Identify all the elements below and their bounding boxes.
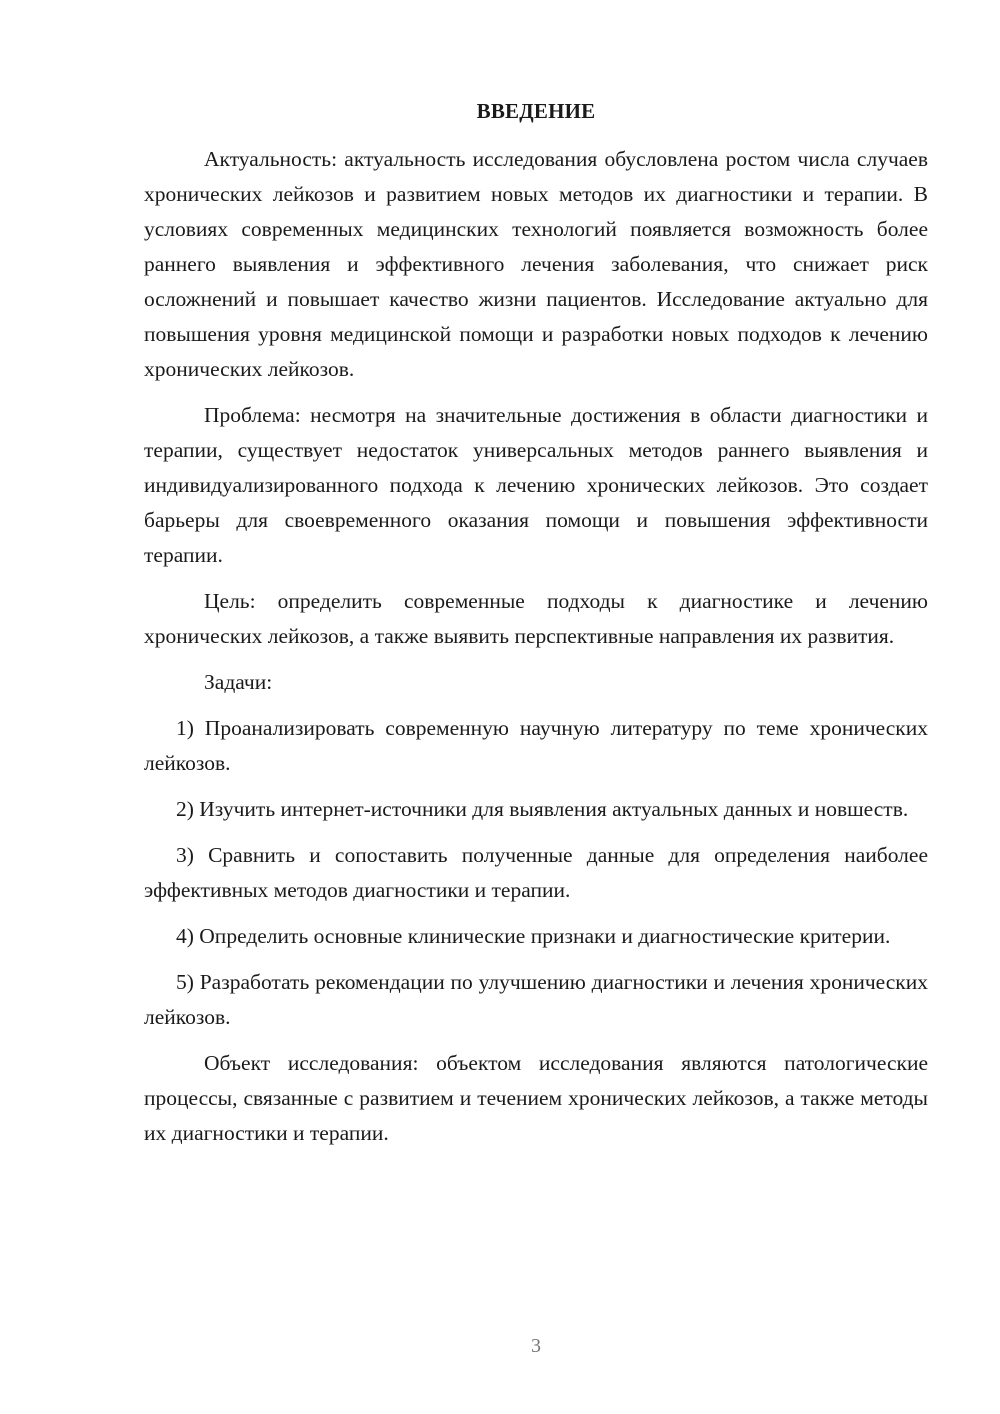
body-text: [144, 142, 928, 1162]
paragraph-relevance: Актуальность: актуальность исследования обусловлена ростом числа случаев хронических лейкозов и развитием новых методов их диагностики и терапии. В условиях современных медицинских технологий появляется возможность более раннего выявления и эффективного лечения заболевания, что снижает риск осложнений и повышает качество жизни пациентов. Исследование актуально для повышения уровня медицинской помощи и разработки новых подходов к лечению хронических лейкозов.: [144, 147, 928, 381]
task-item-5: 5) Разработать рекомендации по улучшению диагностики и лечения хронических лейкозов.: [144, 970, 928, 1029]
page-number: 3: [531, 1335, 541, 1357]
page-title: ВВЕДЕНИЕ: [476, 99, 596, 123]
paragraph-object: Объект исследования: объектом исследования являются патологические процессы, связанные с развитием и течением хронических лейкозов, а также методы их диагностики и терапии.: [144, 1051, 928, 1145]
paragraph-problem: Проблема: несмотря на значительные достижения в области диагностики и терапии, существует недостаток универсальных методов раннего выявления и индивидуализированного подхода к лечению хронических лейкозов. Это создает барьеры для своевременного оказания помощи и повышения эффективности терапии.: [144, 403, 928, 567]
paragraph-goal: Цель: определить современные подходы к диагностике и лечению хронических лейкозов, а также выявить перспективные направления их развития.: [144, 589, 928, 648]
task-item-1: 1) Проанализировать современную научную литературу по теме хронических лейкозов.: [144, 716, 928, 775]
task-item-3: 3) Сравнить и сопоставить полученные данные для определения наиболее эффективных методов диагностики и терапии.: [144, 843, 928, 902]
task-item-4: 4) Определить основные клинические признаки и диагностические критерии.: [176, 924, 891, 948]
tasks-heading: Задачи:: [204, 670, 273, 694]
task-item-2: 2) Изучить интернет-источники для выявления актуальных данных и новшеств.: [176, 797, 909, 821]
